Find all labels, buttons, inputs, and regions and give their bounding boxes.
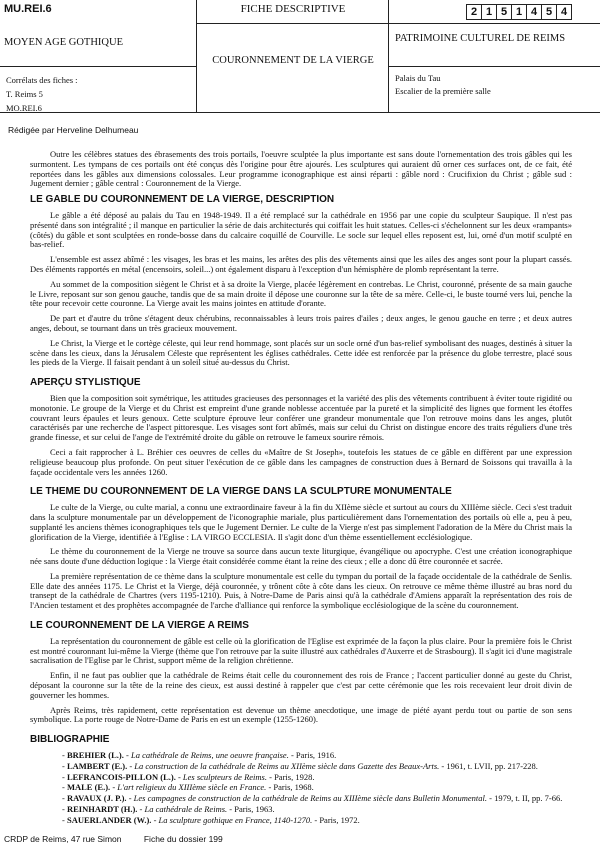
bibliography-entry: - LAMBERT (E.). - La construction de la cathédrale de Reims au XIIème siècle dans Gazette des Beaux-Arts. - 1961, t. LVII, pp. 217-228. bbox=[62, 760, 538, 771]
divider bbox=[389, 23, 600, 24]
number-box: 5 bbox=[496, 4, 512, 20]
paragraph: Ceci a fait rapprocher à L. Bréhier ces oeuvres de celles du «Maître de St Joseph», toutefois les statues de ce gâble en diffèrent par une expression religieuse beaucoup plus profonde. On peut situer l'exécution de ce gâble dans les campagnes de construction dues à Bernard de Soissons qui travailla à la façade occidentale vers les années 1260. bbox=[30, 446, 572, 477]
section-title: LE GABLE DU COURONNEMENT DE LA VIERGE, DESCRIPTION bbox=[30, 194, 335, 206]
bib-author: LEFRANCOIS-PILLON (L.). bbox=[66, 771, 176, 782]
header-center-cell bbox=[197, 0, 389, 113]
document-body bbox=[30, 150, 572, 827]
bib-author: SAUERLANDER (W.). bbox=[66, 814, 152, 825]
bib-details: Paris, 1916. bbox=[295, 750, 337, 761]
correlats bbox=[6, 73, 191, 115]
paragraph: Le thème du couronnement de la Vierge ne trouve sa source dans aucun texte liturgique, évangélique ou apocryphe. C'est une création iconographique née sans doute d'une déduction logique : la Vierge était considérée comme étant la reine des cieux ; elle a donc dû être couronnée et sacrée. bbox=[30, 546, 572, 567]
footer bbox=[4, 834, 223, 844]
number-boxes bbox=[467, 4, 572, 20]
location-line: Escalier de la première salle bbox=[395, 86, 491, 96]
footer-publisher: CRDP de Reims, 47 rue Simon bbox=[4, 834, 122, 844]
bib-author: REINHARDT (H.). bbox=[66, 804, 138, 815]
correlat-item: MO.REI.6 bbox=[6, 103, 42, 113]
bibliography-entry: - SAUERLANDER (W.). - La sculpture gothique en France, 1140-1270. - Paris, 1972. bbox=[62, 814, 360, 825]
paragraph: La représentation du couronnement de gâble est celle où la glorification de l'Eglise est exprimée de la façon la plus claire. Pour la première fois le Christ est montré couronnant lui-même la Vierge (thème que l'on retrouve par la suite illustré aux cathédrales d'Auxerre et de Strasbourg). Il s'agit ici d'une magistrale sacralisation de l'Eglise par le Christ, support même de la religion chrétienne. bbox=[30, 635, 572, 666]
bib-author: RAVAUX (J. P.). bbox=[66, 793, 127, 804]
paragraph: Enfin, il ne faut pas oublier que la cathédrale de Reims était celle du couronnement des rois de France ; l'accent particulier donné au geste du Christ, déposant la couronne sur la tête de la reine des cieux, est aussi destiné à rappeler que c'est par cette cérémonie que les rois recevaient leur droit divin de gouverner les hommes. bbox=[30, 670, 572, 700]
paragraph: Le culte de la Vierge, ou culte marial, a connu une extraordinaire faveur à la fin du XIIème siècle et surtout au cours du XIIIème siècle. Ceci s'est traduit dans la sculpture monumentale par un développement de l'iconographie mariale, plus particulièrement dans l'ornementation des portails où elle a, peu à peu, supplanté les anciens thèmes iconographiques tels que le Jugement Dernier. Le culte de la Vierge n'est pas simplement l'adoration de la Mère du Christ mais la glorification de la Vierge, identifiée à l'Eglise : LA VIRGO ECCLESIA. Il s'agit donc d'un thème essentiellement ecclésiologique. bbox=[30, 502, 572, 542]
bibliography-entry: - RAVAUX (J. P.). - Les campagnes de construction de la cathédrale de Reims au XIIIème siècle dans Bulletin Monumental. - 1979, t. II, pp. 7-66. bbox=[62, 793, 563, 804]
bibliography-list bbox=[30, 751, 572, 826]
paragraph: Au sommet de la composition siègent le Christ et à sa droite la Vierge, placée légèrement en contrebas. Le Christ, couronné, présente de sa main gauche le Livre, reposant sur son genou gauche, tandis que de sa main droite il dépose une couronne sur la tête de sa mère. Celle-ci, le buste tourné vers lui, penche la tête pour recevoir cette couronne. La Vierge avait les mains jointes en attitude d'orante. bbox=[30, 278, 572, 309]
intro-paragraph: Outre les célèbres statues des ébrasements des trois portails, l'oeuvre sculptée la plus importante est sans doute l'ornementation des trois gâbles qui les surmontent. Les tympans de ces portails ont été conçus dès l'origine pour être ajourés. Les sculptures qui auraient dû orner ces surfaces ont, de ce fait, été reportées dans les gâbles aux dimensions colossales. Leur programme iconographique est ainsi réparti : gâble nord : Crucifixion du Christ ; gâble sud : Jugement dernier ; gâble central : Couronnement de la Vierge. bbox=[30, 149, 572, 189]
footer-dossier: Fiche du dossier 199 bbox=[143, 834, 223, 844]
paragraph: Bien que la composition soit symétrique, les attitudes gracieuses des personnages et la variété des plis des vêtements contribuent à éviter toute rigidité ou monotonie. Le groupe de la Vierge et du Christ est empreint d'une grande noblesse accentuée par la pureté et la simplicité des lignes que forment les étoffes couvrant leurs épaules et leurs genoux. Cette sculpture éprouve leur conférer une grandeur monumentale que l'on retrouve moins dans les anges, plutôt caractérisés par une recherche de l'aspect pittoresque. Les visages sont fort abîmés, mais sur celui du Christ on distingue encore des traits réguliers d'une très grande finesse, et sur celui de l'ange de l'extrémité droite du gâble on retrouve le fameux sourire rémois. bbox=[30, 392, 572, 443]
paragraph: De part et d'autre du trône s'étagent deux chérubins, reconnaissables à leurs trois paires d'ailes ; deux anges, le genou gauche en terre ; et deux autres anges, debout, se tournant dans un très gracieux mouvement. bbox=[30, 313, 572, 333]
section-title: APERÇU STYLISTIQUE bbox=[30, 377, 141, 389]
bibliography-entry: - MALE (E.). - L'art religieux du XIIIème siècle en France. - Paris, 1968. bbox=[62, 782, 314, 793]
bib-work: La cathédrale de Reims, une oeuvre française. bbox=[130, 750, 289, 761]
paragraph: La première représentation de ce thème dans la sculpture monumentale est celle du tympan du portail de la façade occidentale de la cathédrale de Senlis. Elle date des années 1175. Le Christ et la Vierge, déjà couronnée, y trônent côte à côte dans les cieux. On retrouve ce même thème illustré au bras nord du transept de la cathédrale de Chartres (vers 1195-1210). Puis, à Notre-Dame de Paris ainsi qu'à la cathédrale d'Amiens apparaît la représentation des rois de l'Ancien testament et des prophètes accompagnée de l'arche d'alliance qui renforce la symbolique ecclésiologique de la scène du couronnement. bbox=[30, 570, 572, 611]
bib-author: LAMBERT (E.). bbox=[66, 760, 128, 771]
number-box: 4 bbox=[526, 4, 542, 20]
location-line: Palais du Tau bbox=[395, 73, 441, 83]
bib-details: 1979, t. II, pp. 7-66. bbox=[494, 793, 563, 804]
section-title: LE COURONNEMENT DE LA VIERGE A REIMS bbox=[30, 620, 249, 632]
paragraph: L'ensemble est assez abîmé : les visages, les bras et les mains, les arêtes des plis des vêtements ainsi que les ailes des anges sont pour la plupart cassés. Des éléments rapportés en métal (encensoirs, soleil...) ont également disparu à l'exception d'un hémisphère de plomb représentant la terre. bbox=[30, 254, 572, 274]
paragraph: Le Christ, la Vierge et le cortège céleste, qui leur rend hommage, sont placés sur un socle orné d'un bas-relief symbolisant des nuages, destinés à situer la scène dans les cieux, dans la Jérusalem Céleste que représentent les églises cathédrales. Cette idée est renforcée par la présence du globe terrestre, placé sous les pieds de la Vierge. Il faisait pendant à un soleil situé au-dessus du Christ. bbox=[30, 337, 572, 368]
bib-work: La cathédrale de Reims. bbox=[144, 804, 228, 815]
paragraph: Le gâble a été déposé au palais du Tau en 1948-1949. Il a été remplacé sur la cathédrale en 1956 par une copie du sculpteur Saupique. Il n'est pas présenté dans son intégralité ; il manque en particulier la série de dais architecturés qui coiffait les huit statues. Celles-ci s'échelonnent sur les deux «rampants» (côtés) du gâble et sont sculptées en ronde-bosse dans du calcaire coquillé de Courville. Le socle sur lequel elles reposent est, lui, orné d'un motif sculpté en bas-relief. bbox=[30, 209, 572, 250]
author-line: Rédigée par Herveline Delhumeau bbox=[8, 125, 139, 135]
header-table bbox=[0, 0, 600, 113]
bibliography-entry: - BREHIER (L.). - La cathédrale de Reims, une oeuvre française. - Paris, 1916. bbox=[62, 750, 337, 761]
bib-details: Paris, 1968. bbox=[273, 782, 314, 793]
bibliography-title: BIBLIOGRAPHIE bbox=[30, 734, 110, 746]
header-left-cell bbox=[0, 0, 197, 113]
bib-work: L'art religieux du XIIIème siècle en France. bbox=[117, 782, 267, 793]
header-right-cell bbox=[389, 0, 600, 113]
correlats-label: Corrélats des fiches : bbox=[6, 75, 78, 85]
bib-details: 1961, t. LVII, pp. 217-228. bbox=[446, 760, 538, 771]
bib-work: Les campagnes de construction de la cathédrale de Reims au XIIIème siècle dans Bulletin Monumental. bbox=[133, 793, 488, 804]
bib-details: Paris, 1928. bbox=[274, 771, 315, 782]
bibliography-entry: - REINHARDT (H.). - La cathédrale de Reims. - Paris, 1963. bbox=[62, 804, 275, 815]
bib-author: MALE (E.). bbox=[66, 782, 111, 793]
divider bbox=[0, 66, 196, 67]
correlat-item: T. Reims 5 bbox=[6, 89, 43, 99]
bibliography-entry: - LEFRANCOIS-PILLON (L.). - Les sculpteurs de Reims. - Paris, 1928. bbox=[62, 771, 315, 782]
number-box: 2 bbox=[466, 4, 482, 20]
bib-details: Paris, 1972. bbox=[319, 814, 360, 825]
paragraph: Après Reims, très rapidement, cette représentation est devenue un thème anecdotique, une image de piété ayant perdu tout ou partie de son sens symbolique. La porte rouge de Notre-Dame de Paris en est un exemple (1255-1260). bbox=[30, 704, 572, 725]
number-box: 4 bbox=[556, 4, 572, 20]
bib-details: Paris, 1963. bbox=[234, 804, 275, 815]
bib-work: Les sculpteurs de Reims. bbox=[182, 771, 267, 782]
number-box: 1 bbox=[481, 4, 497, 20]
period-label: MOYEN AGE GOTHIQUE bbox=[4, 37, 123, 48]
divider bbox=[197, 23, 388, 24]
fiche-code: MU.REI.6 bbox=[4, 3, 52, 15]
section-title: LE THEME DU COURONNEMENT DE LA VIERGE DANS LA SCULPTURE MONUMENTALE bbox=[30, 486, 452, 498]
fiche-type: FICHE DESCRIPTIVE bbox=[240, 3, 346, 15]
number-box: 1 bbox=[511, 4, 527, 20]
number-box: 5 bbox=[541, 4, 557, 20]
bib-work: La construction de la cathédrale de Reims au XIIème siècle dans Gazette des Beaux-Arts. bbox=[134, 760, 440, 771]
patrimoine-label: PATRIMOINE CULTUREL DE REIMS bbox=[395, 33, 566, 44]
fiche-title: COURONNEMENT DE LA VIERGE bbox=[212, 55, 374, 66]
bib-author: BREHIER (L.). bbox=[66, 750, 124, 761]
location bbox=[395, 72, 595, 98]
divider bbox=[389, 66, 600, 67]
bib-work: La sculpture gothique en France, 1140-1270. bbox=[158, 814, 313, 825]
